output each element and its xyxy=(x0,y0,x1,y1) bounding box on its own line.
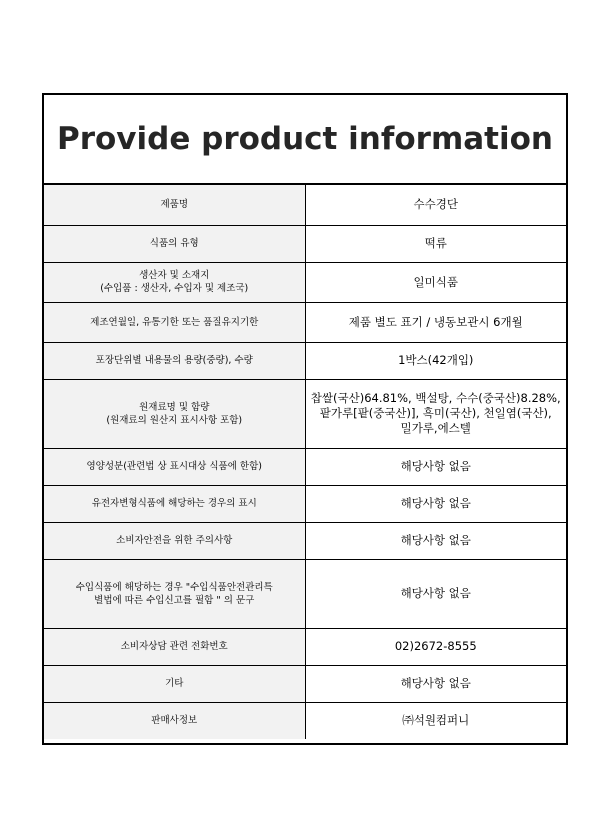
row-value-text: ㈜석원컴퍼니 xyxy=(402,713,470,728)
row-label-cell xyxy=(44,485,305,522)
row-label-cell xyxy=(44,342,305,379)
title-box xyxy=(44,95,566,185)
table-row xyxy=(44,262,566,302)
table-row xyxy=(44,559,566,628)
table-row xyxy=(44,185,566,225)
row-value-text: 1박스(42개입) xyxy=(398,353,474,367)
table-row xyxy=(44,448,566,485)
row-label-text: 포장단위별 내용물의 용량(중량), 수량 xyxy=(95,355,253,366)
row-label-cell xyxy=(44,628,305,665)
row-label-cell xyxy=(44,665,305,702)
table-row xyxy=(44,485,566,522)
row-label-text: 별법에 따른 수입신고를 필함 " 의 문구 xyxy=(94,594,255,606)
row-value-cell xyxy=(305,185,566,225)
row-label-text: 기타 xyxy=(165,678,184,689)
row-value-text: 수수경단 xyxy=(413,197,458,212)
product-info-table-body xyxy=(44,185,566,739)
row-label-cell xyxy=(44,185,305,225)
table-row xyxy=(44,665,566,702)
row-label-cell xyxy=(44,448,305,485)
row-value-cell xyxy=(305,379,566,448)
row-value-cell xyxy=(305,448,566,485)
table-row xyxy=(44,302,566,342)
row-value-cell xyxy=(305,302,566,342)
row-label-cell xyxy=(44,702,305,739)
row-value-cell xyxy=(305,522,566,559)
row-label-text: (원재료의 원산지 표시사항 포함) xyxy=(106,414,243,426)
row-label-cell xyxy=(44,379,305,448)
page-title: Provide product information xyxy=(57,121,553,157)
row-label-text: (수입품 : 생산자, 수입자 및 제조국) xyxy=(100,283,249,294)
row-value-text: 해당사항 없음 xyxy=(400,533,471,547)
row-value-text: 해당사항 없음 xyxy=(400,459,471,473)
product-info-sheet xyxy=(42,93,568,745)
row-value-text: 일미식품 xyxy=(413,274,458,289)
row-value-text: 제품 별도 표기 / 냉동보관시 6개월 xyxy=(348,314,523,329)
row-value-text: 해당사항 없음 xyxy=(400,496,471,510)
row-label-text: 제품명 xyxy=(160,199,189,211)
row-value-cell xyxy=(305,665,566,702)
row-label-cell xyxy=(44,522,305,559)
row-label-cell xyxy=(44,302,305,342)
row-value-cell xyxy=(305,559,566,628)
row-value-cell xyxy=(305,485,566,522)
row-label-text: 수입식품에 해당하는 경우 "수입식품안전관리특 xyxy=(75,581,273,593)
row-label-text: 원재료명 및 함량 xyxy=(139,401,210,413)
row-label-text: 소비자안전을 위한 주의사항 xyxy=(116,535,233,546)
row-label-text: 유전자변형식품에 해당하는 경우의 표시 xyxy=(91,498,257,509)
row-value-text: 밀가루,에스텔 xyxy=(400,421,471,435)
row-value-text: 팥가루[팥(중국산)], 흑미(국산), 천일염(국산), xyxy=(319,406,552,420)
row-value-text: 찹쌀(국산)64.81%, 백설탕, 수수(중국산)8.28%, xyxy=(310,391,561,405)
table-row xyxy=(44,702,566,739)
row-value-cell xyxy=(305,342,566,379)
table-row xyxy=(44,522,566,559)
product-info-table xyxy=(44,185,566,739)
row-label-cell xyxy=(44,225,305,262)
row-label-cell xyxy=(44,559,305,628)
row-value-cell xyxy=(305,628,566,665)
table-row xyxy=(44,379,566,448)
table-row xyxy=(44,225,566,262)
table-row xyxy=(44,342,566,379)
row-value-cell xyxy=(305,225,566,262)
row-label-text: 소비자상담 관련 전화번호 xyxy=(120,641,228,652)
row-label-text: 제조연월일, 유통기한 또는 품질유지기한 xyxy=(90,316,259,328)
row-value-cell xyxy=(305,702,566,739)
row-value-cell xyxy=(305,262,566,302)
row-value-text: 해당사항 없음 xyxy=(400,676,471,690)
row-label-text: 생산자 및 소재지 xyxy=(139,270,210,281)
row-value-text: 떡류 xyxy=(424,236,447,250)
row-value-text: 02)2672-8555 xyxy=(394,639,477,653)
row-label-text: 판매사정보 xyxy=(151,715,198,727)
row-label-text: 식품의 유형 xyxy=(149,238,199,249)
row-label-text: 영양성분(관련법 상 표시대상 식품에 한함) xyxy=(86,461,262,472)
row-value-text: 해당사항 없음 xyxy=(400,586,471,600)
table-row xyxy=(44,628,566,665)
row-label-cell xyxy=(44,262,305,302)
